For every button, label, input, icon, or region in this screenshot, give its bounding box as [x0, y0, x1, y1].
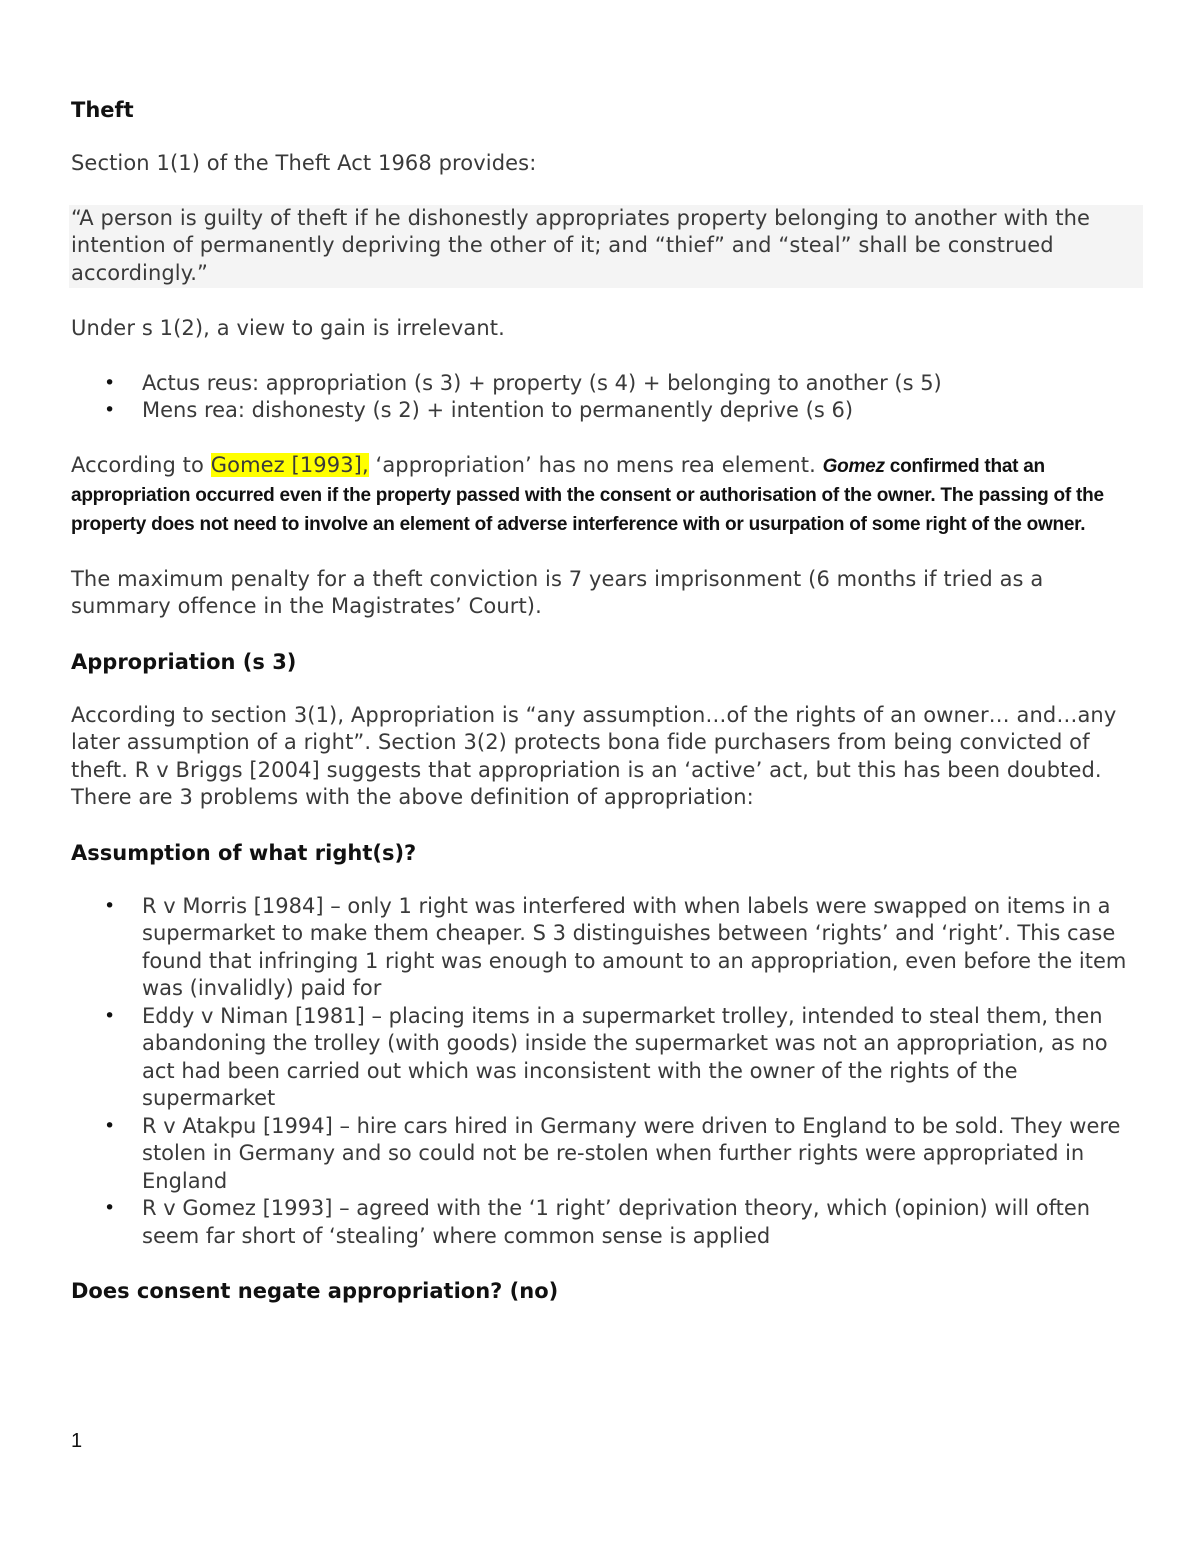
- list-item-text: R v Morris [1984] – only 1 right was interfered with when labels were swapped on items in a supermarket to make them cheaper. S 3 distinguishes between ‘rights’ and ‘right’. This case found that infringing 1 right was enough to amount to an appropriation, even before the item was (invalidly) paid for: [142, 893, 1127, 1000]
- bullet-icon: •: [104, 894, 116, 917]
- statute-quote: “A person is guilty of theft if he dishonestly appropriates property belonging to another with the intention of permanently depriving the other of it; and “thief” and “steal” shall be construed accordingly.”: [69, 205, 1143, 289]
- list-item-text: Eddy v Niman [1981] – placing items in a supermarket trolley, intended to steal them, then abandoning the trolley (with goods) inside the supermarket was not an appropriation, as no act had been carried out which was inconsistent with the owner of the rights of the supermarket: [142, 1003, 1108, 1110]
- consent-heading: Does consent negate appropriation? (no): [71, 1279, 559, 1303]
- assumption-heading: Assumption of what right(s)?: [71, 840, 417, 865]
- list-item-text: R v Atakpu [1994] – hire cars hired in Germany were driven to England to be sold. They were stolen in Germany and so could not be re-stolen when further rights were appropriated in England: [142, 1113, 1121, 1193]
- bullet-icon: •: [104, 399, 116, 421]
- list-item-text: Actus reus: appropriation (s 3) + property (s 4) + belonging to another (s 5): [142, 370, 942, 395]
- gomez-italic: Gomez: [822, 455, 885, 477]
- list-item-text: R v Gomez [1993] – agreed with the ‘1 right’ deprivation theory, which (opinion) will often seem far short of ‘stealing’ where common sense is applied: [142, 1196, 1091, 1248]
- gomez-lead: According to: [71, 452, 211, 477]
- list-item: [71, 370, 1131, 398]
- gomez-rest: ‘appropriation’ has no mens rea element.: [368, 452, 823, 477]
- list-item: [71, 1003, 1131, 1113]
- document-page: [71, 96, 1131, 1331]
- gomez-paragraph: [71, 452, 1131, 539]
- appropriation-paragraph: According to section 3(1), Appropriation is “any assumption…of the rights of an owner… and…any later assumption of a right”. Section 3(2) protects bona fide purchasers from being convicted of theft. R v Briggs [2004] suggests that appropriation is an ‘active’ act, but this has been doubted. There are 3 problems with the above definition of appropriation:: [71, 702, 1117, 809]
- s12-paragraph: Under s 1(2), a view to gain is irrelevant.: [71, 316, 505, 340]
- penalty-paragraph: The maximum penalty for a theft conviction is 7 years imprisonment (6 months if tried as a summary offence in the Magistrates’ Court).: [71, 566, 1044, 618]
- bullet-icon: •: [104, 1114, 116, 1137]
- elements-list: [71, 370, 1131, 425]
- bullet-icon: •: [104, 1004, 116, 1027]
- gomez-tail: confirmed that an appropriation occurred even if the property passed with the consent or authorisation of the owner. The passing of the property does not need to involve an element of adverse interference with or usurpation of some right of the owner.: [71, 455, 1104, 535]
- cases-list: [71, 893, 1131, 1251]
- intro-paragraph: Section 1(1) of the Theft Act 1968 provides:: [71, 151, 537, 175]
- title-heading: Theft: [71, 98, 134, 122]
- gomez-highlight: Gomez [1993],: [210, 452, 369, 477]
- list-item: [71, 1195, 1131, 1250]
- list-item-text: Mens rea: dishonesty (s 2) + intention to permanently deprive (s 6): [142, 398, 854, 422]
- bullet-icon: •: [104, 1197, 116, 1219]
- list-item: [71, 893, 1131, 1003]
- list-item: [71, 397, 1131, 425]
- bullet-icon: •: [104, 371, 116, 394]
- appropriation-heading: Appropriation (s 3): [71, 649, 297, 674]
- list-item: [71, 1113, 1131, 1196]
- page-number: 1: [71, 1430, 83, 1452]
